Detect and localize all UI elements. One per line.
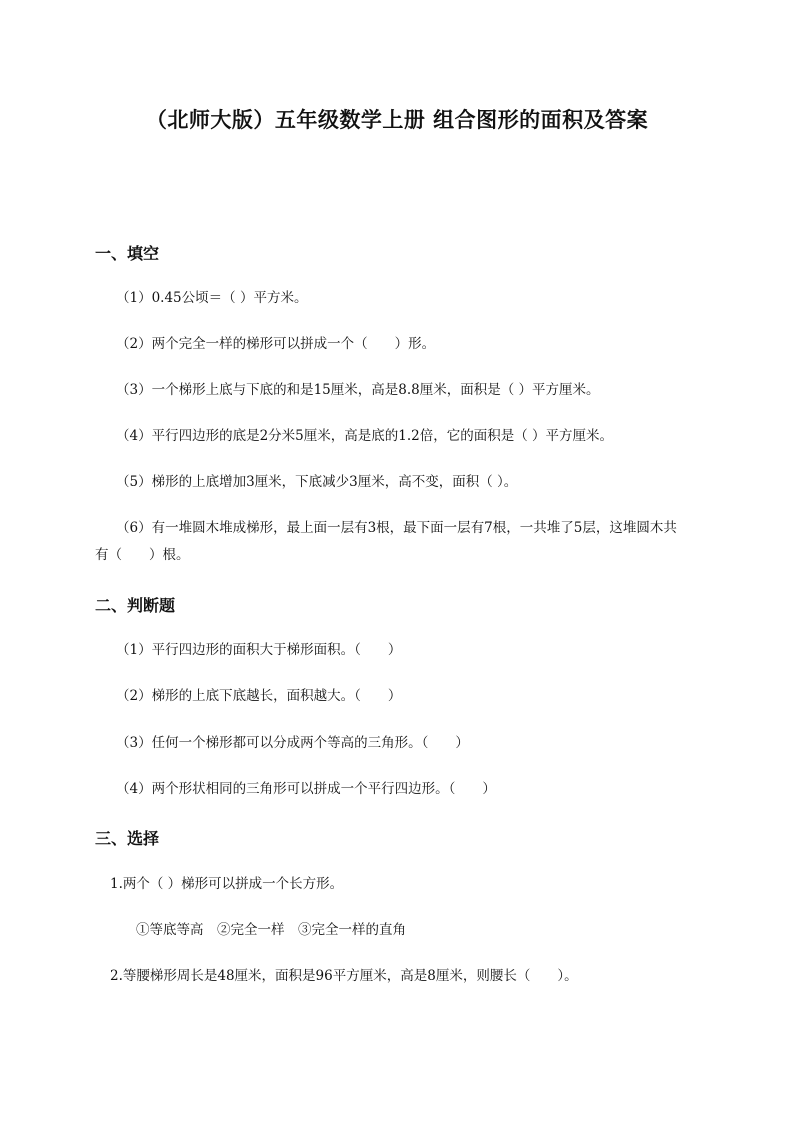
- page-title: （北师大版）五年级数学上册 组合图形的面积及答案: [145, 107, 649, 132]
- question-3-1: 1.两个（ ）梯形可以拼成一个长方形。: [110, 876, 344, 892]
- question-1-1: （1）0.45公顷＝（ ）平方米。: [116, 290, 308, 306]
- question-1-2: （2）两个完全一样的梯形可以拼成一个（ ）形。: [116, 336, 436, 352]
- section-heading-multiple-choice: 三、选择: [95, 829, 160, 848]
- question-2-2: （2）梯形的上底下底越长，面积越大。（ ）: [116, 688, 402, 704]
- question-2-1: （1）平行四边形的面积大于梯形面积。（ ）: [116, 642, 402, 658]
- question-3-1-options: ①等底等高 ②完全一样 ③完全一样的直角: [136, 922, 406, 938]
- question-2-3: （3）任何一个梯形都可以分成两个等高的三角形。（ ）: [116, 735, 469, 751]
- question-1-6-continued: 有（ ）根。: [95, 547, 190, 563]
- question-1-6: （6）有一堆圆木堆成梯形，最上面一层有3根，最下面一层有7根，一共堆了5层，这堆圆木共: [116, 520, 677, 536]
- question-1-3: （3）一个梯形上底与下底的和是15厘米，高是8.8厘米，面积是（ ）平方厘米。: [116, 382, 600, 398]
- section-heading-fill-in: 一、填空: [95, 244, 160, 263]
- section-heading-true-false: 二、判断题: [95, 596, 176, 615]
- question-2-4: （4）两个形状相同的三角形可以拼成一个平行四边形。（ ）: [116, 781, 496, 797]
- question-1-4: （4）平行四边形的底是2分米5厘米，高是底的1.2倍，它的面积是（ ）平方厘米。: [116, 428, 614, 444]
- question-3-2: 2.等腰梯形周长是48厘米，面积是96平方厘米，高是8厘米，则腰长（ ）。: [110, 968, 578, 984]
- question-1-5: （5）梯形的上底增加3厘米，下底减少3厘米，高不变，面积（ ）。: [116, 474, 518, 490]
